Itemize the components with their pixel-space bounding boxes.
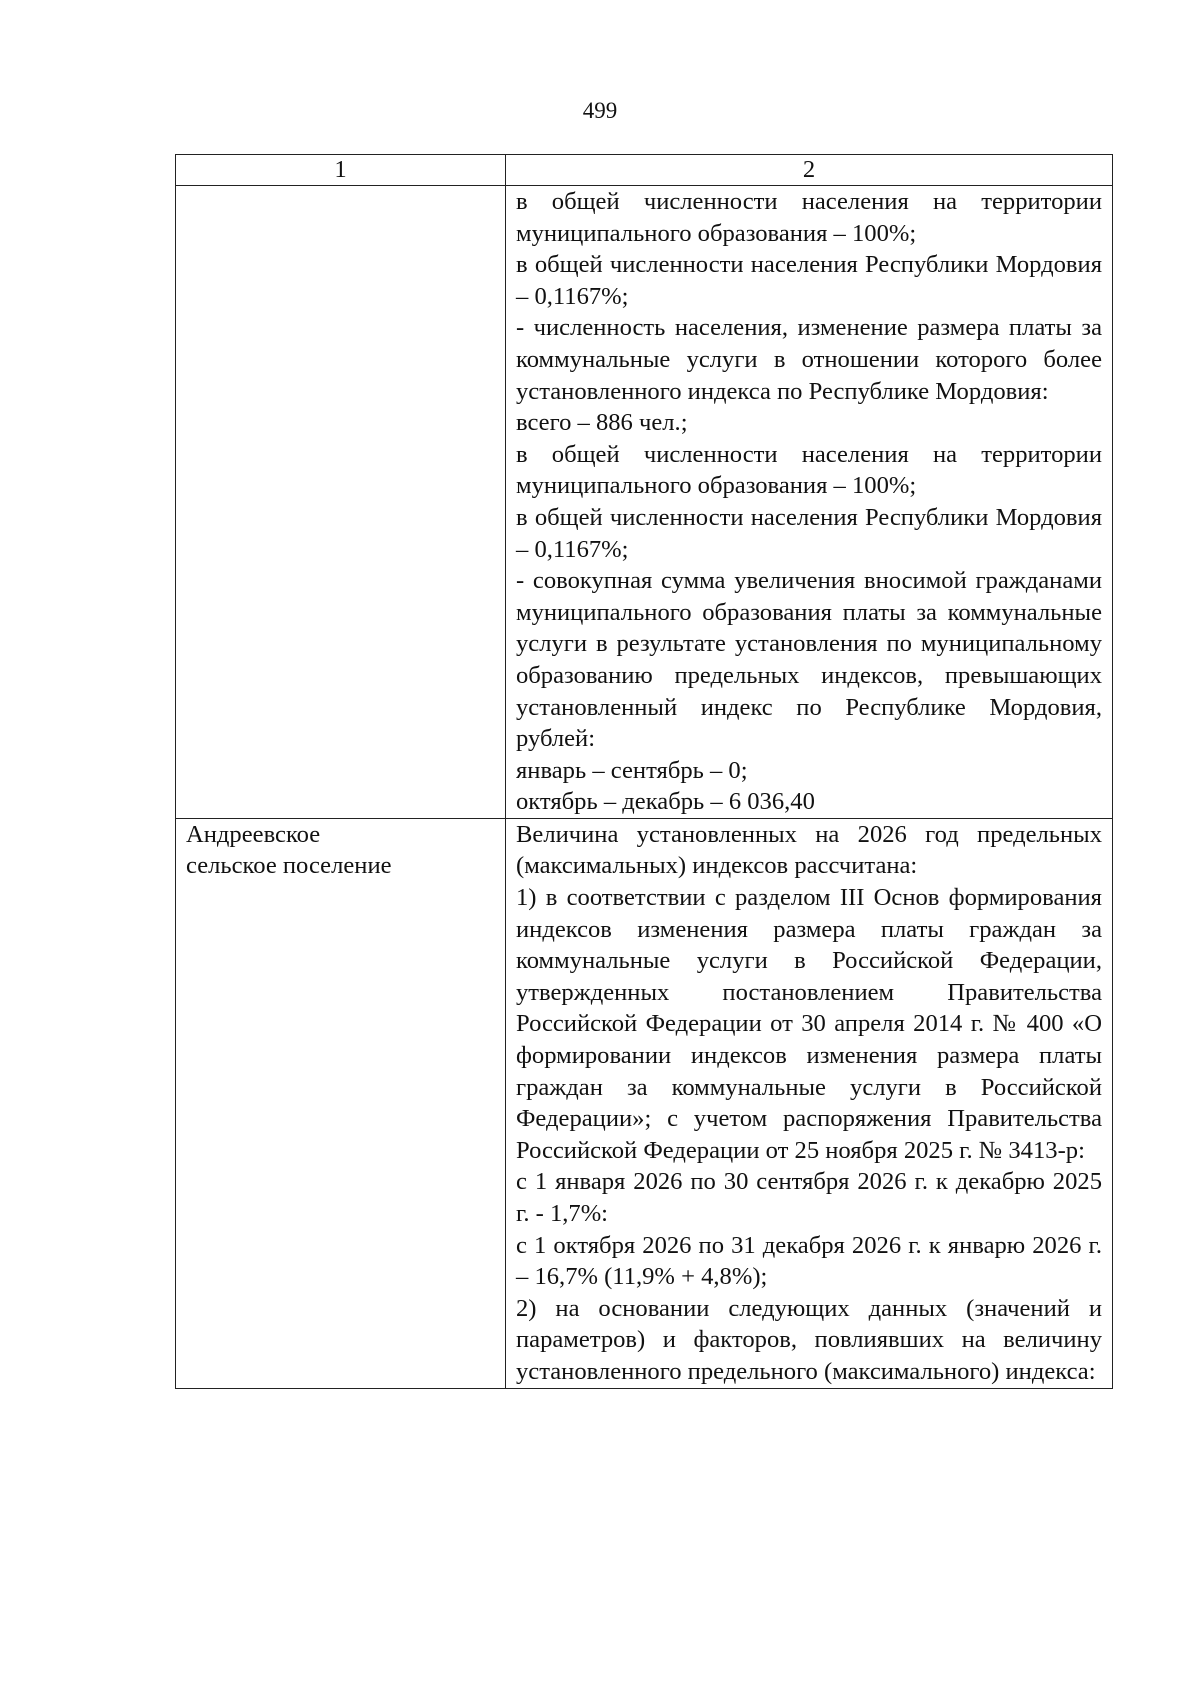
paragraph: в общей численности населения на территории муниципального образования – 100%; [516,440,1102,500]
table-row [176,818,1113,1388]
paragraph: с 1 октября 2026 по 31 декабря 2026 г. к январю 2026 г. – 16,7% (11,9% + 4,8%); [516,1231,1102,1291]
paragraph: Величина установленных на 2026 год предельных (максимальных) индексов рассчитана: [516,820,1102,880]
paragraph: с 1 января 2026 по 30 сентября 2026 г. к декабрю 2025 г. - 1,7%: [516,1168,1102,1227]
paragraph: январь – сентябрь – 0; [516,756,748,784]
paragraph: всего – 886 чел.; [516,409,688,437]
page-number: 499 [582,98,618,123]
paragraph: в общей численности населения Республики Мордовия – 0,1167%; [516,251,1102,310]
paragraph: в общей численности населения Республики Мордовия – 0,1167%; [516,503,1102,563]
index-table [175,154,1113,1389]
paragraph: - совокупная сумма увеличения вносимой гражданами муниципального образования платы за коммунальные услуги в результате установления по муниципальному образованию предельных индексов, превышающих установленный индекс по Республике Мордовия, рублей: [516,567,1102,753]
municipality-type: сельское поселение [186,852,392,880]
paragraph: 2) на основании следующих данных (значений и параметров) и факторов, повлиявших на величину установленного предельного (максимального) индекса: [516,1294,1102,1385]
municipality-name: Андреевское [186,820,321,848]
description-cell [506,818,1113,1388]
description-cell [506,186,1113,819]
paragraph: в общей численности населения на территории муниципального образования – 100%; [516,188,1102,247]
paragraph: октябрь – декабрь – 6 036,40 [516,788,815,816]
paragraph: - численность населения, изменение размера платы за коммунальные услуги в отношении которого более установленного индекса по Республике Мордовия: [516,314,1102,405]
table-row [176,186,1113,819]
column-header-1: 1 [176,155,506,186]
municipality-cell [176,818,506,1388]
paragraph: 1) в соответствии с разделом III Основ формирования индексов изменения размера платы граждан за коммунальные услуги в Российской Федерации, утвержденных постановлением Правительства Российской Федерации от 30 апреля 2014 г. № 400 «О формировании индексов изменения размера платы граждан за коммунальные услуги в Российской Федерации»; с учетом распоряжения Правительства Российской Федерации от 25 ноября 2025 г. № 3413-р: [516,884,1102,1164]
municipality-cell [176,186,506,819]
table-header-row [176,155,1113,186]
column-header-2: 2 [506,155,1113,186]
